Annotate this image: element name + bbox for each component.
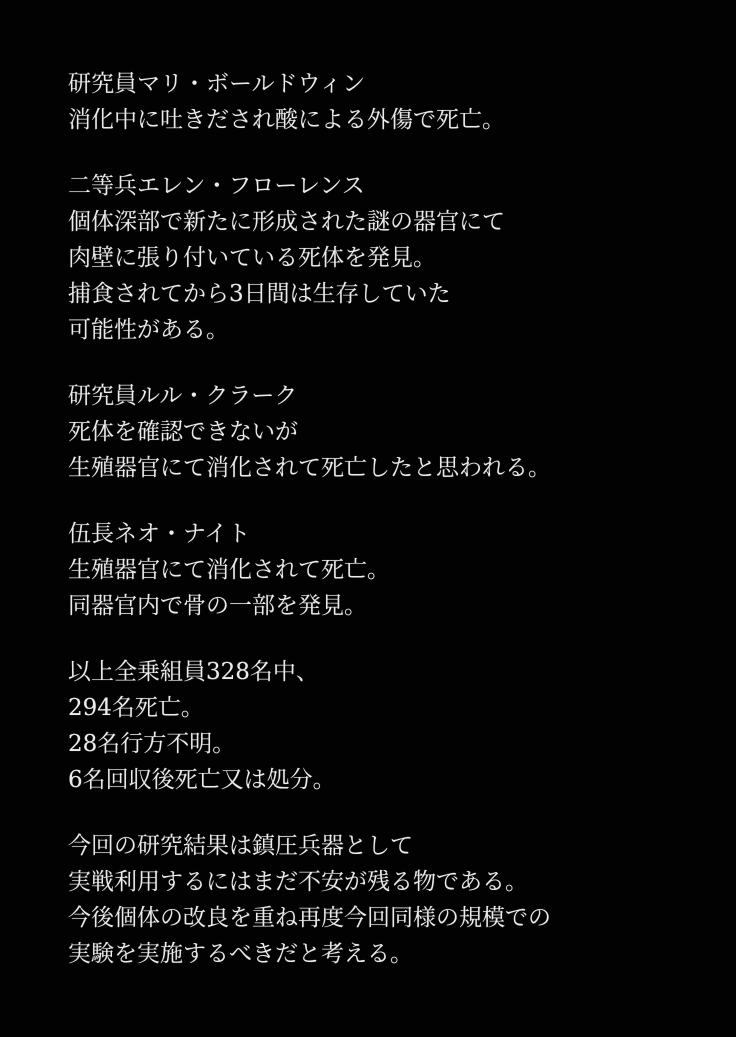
text-line: 今後個体の改良を重ね再度今回同様の規模での (68, 905, 551, 931)
text-line: 死体を確認できないが (68, 419, 298, 445)
text-line: 肉壁に張り付いている死体を発見。 (68, 245, 436, 271)
text-line: 以上全乗組員328名中、 (68, 659, 319, 685)
text-line: 実戦利用するにはまだ不安が残る物である。 (68, 869, 528, 895)
text-line: 同器官内で骨の一部を発見。 (68, 593, 367, 619)
casualty-entry-ellen (68, 168, 706, 348)
report-text-block (68, 66, 706, 1002)
text-line: 個体深部で新たに形成された謎の器官にて (68, 209, 505, 235)
casualty-entry-lulu (68, 378, 706, 486)
text-line: 28名行方不明。 (68, 731, 236, 757)
text-line: 6名回収後死亡又は処分。 (68, 767, 336, 793)
text-line: 研究員ルル・クラーク (68, 383, 298, 409)
text-line: 今回の研究結果は鎮圧兵器として (68, 833, 413, 859)
conclusion-paragraph (68, 828, 706, 972)
text-line: 可能性がある。 (68, 317, 229, 343)
casualty-entry-neo (68, 516, 706, 624)
text-line: 二等兵エレン・フローレンス (68, 173, 365, 199)
text-line: 研究員マリ・ボールドウィン (68, 71, 366, 97)
casualty-summary (68, 654, 706, 798)
text-line: 294名死亡。 (68, 695, 204, 721)
text-line: 消化中に吐きだされ酸による外傷で死亡。 (68, 107, 505, 133)
casualty-entry-mari (68, 66, 706, 138)
text-line: 実験を実施するべきだと考える。 (68, 941, 413, 967)
text-line: 生殖器官にて消化されて死亡。 (68, 557, 390, 583)
text-line: 捕食されてから3日間は生存していた (68, 281, 451, 307)
text-line: 伍長ネオ・ナイト (68, 521, 251, 547)
text-line: 生殖器官にて消化されて死亡したと思われる。 (68, 455, 551, 481)
